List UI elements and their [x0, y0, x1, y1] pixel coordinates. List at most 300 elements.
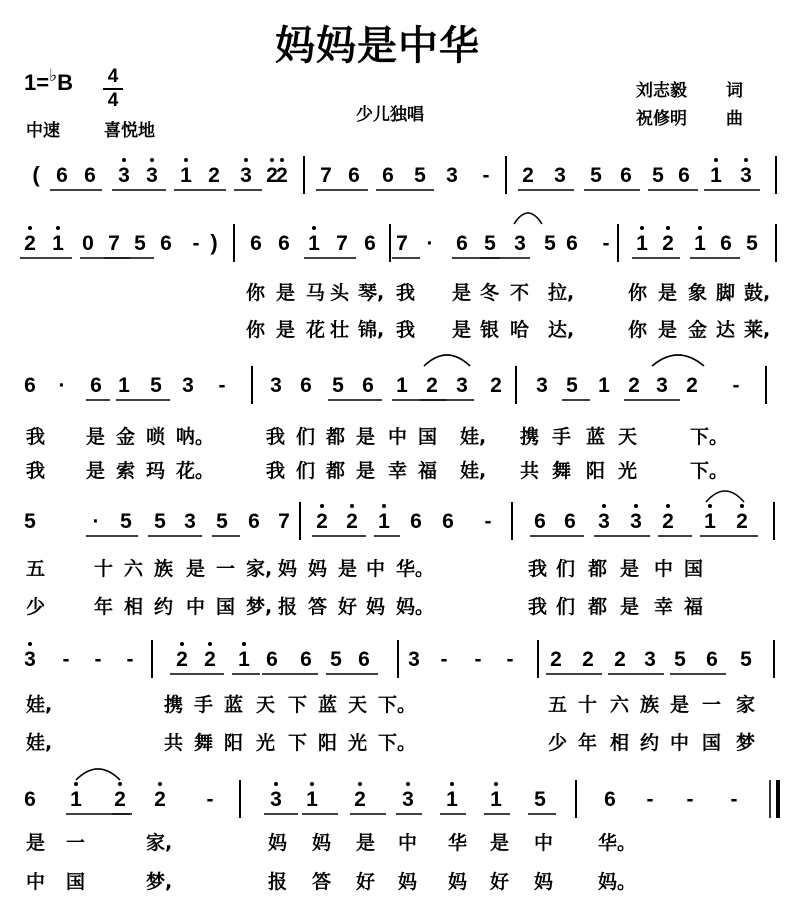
lyric-char: 十	[578, 694, 598, 716]
lyric-char: 幸	[654, 596, 674, 618]
lyric-char: 妈。	[598, 871, 637, 893]
lyric-char: 好	[338, 596, 358, 618]
octave-dot-high	[180, 642, 184, 646]
lyric-char: 是	[276, 319, 296, 341]
lyric-char: 是	[658, 282, 678, 304]
lyric-char: 呐。	[176, 426, 215, 448]
lyric-char: 们	[296, 426, 316, 448]
lyric-char: 壮	[330, 319, 350, 341]
note: 2	[176, 648, 188, 671]
lyric-char: 妈	[366, 596, 386, 618]
note: 2	[154, 788, 166, 811]
lyric-char: 中	[388, 426, 408, 448]
lyric-char: 妈	[268, 832, 288, 854]
octave-dot-high	[312, 226, 316, 230]
note: 2	[736, 510, 748, 533]
octave-dot-high	[406, 782, 410, 786]
note: 3	[630, 510, 642, 533]
note: 2	[628, 374, 640, 397]
octave-dot-high	[280, 158, 284, 162]
note: 6	[620, 164, 632, 187]
octave-dot-high	[714, 158, 718, 162]
lyric-char: 是	[356, 832, 376, 854]
lyric-char: 你	[246, 319, 266, 341]
lyric-char: 天	[348, 694, 368, 716]
lyric-char: 中	[534, 832, 554, 854]
lyric-char: 手	[552, 426, 572, 448]
note: 6	[300, 374, 312, 397]
note: 1	[490, 788, 502, 811]
note: 1	[180, 164, 192, 187]
lyric-char: 金	[116, 426, 136, 448]
lyric-char: 天	[618, 426, 638, 448]
note: 1	[308, 232, 320, 255]
lyric-char: 阳	[586, 460, 606, 482]
lyric-char: 妈	[448, 871, 468, 893]
note: 1	[306, 788, 318, 811]
lyric-char: 共	[164, 732, 184, 754]
note: 1	[70, 788, 82, 811]
lyric-char: 是	[276, 282, 296, 304]
lyric-char: 都	[326, 426, 346, 448]
note: 2	[266, 164, 278, 187]
note: -	[62, 648, 70, 671]
tempo: 中速	[26, 121, 60, 141]
note: 6	[564, 510, 576, 533]
lyric-char: 家,	[246, 558, 273, 580]
lyric-char: 舞	[552, 460, 572, 482]
lyric-char: 阳	[224, 732, 244, 754]
octave-dot-high	[150, 158, 154, 162]
lyric-char: 是	[452, 319, 472, 341]
bracket: )	[210, 230, 218, 255]
octave-dot-high	[666, 226, 670, 230]
lyric-char: 下。	[690, 426, 729, 448]
note: 6	[24, 374, 36, 397]
lyric-char: 报	[268, 871, 288, 893]
octave-dot-high	[320, 504, 324, 508]
note: 6	[720, 232, 732, 255]
octave-dot-high	[698, 226, 702, 230]
lyric-char: 国	[216, 596, 236, 618]
note: 5	[330, 648, 342, 671]
lyric-char: 梦,	[146, 871, 173, 893]
song-title: 妈妈是中华	[275, 23, 480, 69]
lyric-char: 是	[86, 460, 106, 482]
lyric-char: 天	[256, 694, 276, 716]
lyric-char: 拉,	[548, 282, 575, 304]
lyric-char: 华。	[396, 558, 435, 580]
lyric-char: 六	[610, 694, 630, 716]
note: 2	[686, 374, 698, 397]
lyric-char: 娃,	[26, 694, 53, 716]
note: 5	[674, 648, 686, 671]
lyric-char: 华。	[598, 832, 637, 854]
lyric-char: 十	[94, 558, 114, 580]
lyric-char: 我	[396, 282, 416, 304]
note: 3	[402, 788, 414, 811]
lyric-char: 脚	[716, 282, 736, 304]
lyric-char: 族	[154, 558, 174, 580]
lyric-char: 光	[256, 732, 276, 754]
note: 3	[598, 510, 610, 533]
note: 2	[354, 788, 366, 811]
lyric-char: 阳	[318, 732, 338, 754]
note: 5	[24, 510, 36, 533]
lyric-char: 少	[548, 732, 568, 754]
lyric-char: 不	[510, 282, 530, 304]
time-signature-bottom: 4	[107, 90, 119, 111]
note: 2	[114, 788, 126, 811]
octave-dot-high	[640, 226, 644, 230]
lyric-char: 我	[266, 460, 286, 482]
note: 6	[566, 232, 578, 255]
note: -	[192, 232, 200, 255]
lyric-char: 答	[308, 596, 328, 618]
note: 6	[160, 232, 172, 255]
note: 5	[414, 164, 426, 187]
note: 1	[238, 648, 250, 671]
octave-dot-high	[358, 782, 362, 786]
note: 5	[216, 510, 228, 533]
lyric-char: 花。	[176, 460, 215, 482]
lyric-char: 国	[702, 732, 722, 754]
lyric-char: 是	[26, 832, 46, 854]
lyric-char: 年	[578, 732, 598, 754]
note: 6	[278, 232, 290, 255]
slur	[424, 355, 470, 366]
slur	[706, 491, 744, 502]
lyric-char: 妈	[278, 558, 298, 580]
note: 6	[362, 374, 374, 397]
lyric-char: 约	[640, 732, 660, 754]
lyric-char: 妈	[398, 871, 418, 893]
lyric-char: 一	[702, 694, 722, 716]
lyric-char: 头	[330, 282, 350, 304]
lyric-char: 中	[366, 558, 386, 580]
note: 5	[534, 788, 546, 811]
lyric-char: 是	[490, 832, 510, 854]
lyric-char: 我	[528, 596, 548, 618]
lyric-char: 锦,	[358, 319, 385, 341]
lyric-char: 是	[356, 460, 376, 482]
octave-dot-high	[634, 504, 638, 508]
note: 5	[652, 164, 664, 187]
lyricist-role: 词	[726, 81, 743, 101]
note: 6	[456, 232, 468, 255]
lyric-char: 下	[288, 732, 308, 754]
lyric-char: 莱,	[744, 319, 771, 341]
lyric-char: 是	[620, 558, 640, 580]
time-signature-top: 4	[107, 66, 119, 87]
note: 2	[276, 164, 288, 187]
lyric-char: 琴,	[358, 282, 385, 304]
lyric-char: 达	[716, 319, 736, 341]
note: 5	[590, 164, 602, 187]
note: 3	[118, 164, 130, 187]
note: 7	[108, 232, 120, 255]
note: 3	[408, 648, 420, 671]
note: 3	[446, 164, 458, 187]
note: 6	[358, 648, 370, 671]
lyric-char: 妈	[312, 832, 332, 854]
lyric-char: 下。	[378, 732, 417, 754]
octave-dot-high	[270, 158, 274, 162]
note: 1	[710, 164, 722, 187]
note: ·	[58, 374, 66, 397]
note: 3	[514, 232, 526, 255]
note: 2	[24, 232, 36, 255]
lyric-char: 娃,	[460, 460, 487, 482]
note: 3	[536, 374, 548, 397]
note: 1	[446, 788, 458, 811]
lyric-char: 我	[396, 319, 416, 341]
performance: 少儿独唱	[356, 105, 424, 125]
lyric-char: 达,	[548, 319, 575, 341]
note: 7	[336, 232, 348, 255]
lyric-char: 五	[548, 694, 568, 716]
octave-dot-high	[28, 642, 32, 646]
lyric-char: 好	[356, 871, 376, 893]
octave-dot-high	[602, 504, 606, 508]
note: 7	[278, 510, 290, 533]
note: 5	[332, 374, 344, 397]
slur	[76, 769, 120, 780]
lyric-char: 族	[640, 694, 660, 716]
note: 6	[84, 164, 96, 187]
lyric-char: 中	[186, 596, 206, 618]
octave-dot-high	[74, 782, 78, 786]
note: -	[474, 648, 482, 671]
lyric-char: 华	[448, 832, 468, 854]
lyric-char: 马	[306, 282, 326, 304]
note: 6	[382, 164, 394, 187]
lyric-char: 共	[520, 460, 540, 482]
octave-dot-high	[158, 782, 162, 786]
note: -	[484, 510, 492, 533]
octave-dot-high	[118, 782, 122, 786]
note: 1	[52, 232, 64, 255]
octave-dot-high	[208, 642, 212, 646]
lyric-char: 光	[618, 460, 638, 482]
lyric-char: 是	[620, 596, 640, 618]
note: 1	[636, 232, 648, 255]
note: 2	[204, 648, 216, 671]
note: 6	[410, 510, 422, 533]
expression: 喜悦地	[104, 121, 155, 141]
lyric-char: 都	[588, 558, 608, 580]
note: 1	[118, 374, 130, 397]
slur	[514, 213, 542, 224]
lyric-char: 下。	[690, 460, 729, 482]
note: 2	[662, 232, 674, 255]
note: 3	[270, 788, 282, 811]
note: 2	[550, 648, 562, 671]
note: 1	[704, 510, 716, 533]
lyric-char: 蓝	[586, 426, 606, 448]
bracket: (	[32, 162, 40, 187]
note: 3	[240, 164, 252, 187]
lyric-char: 我	[266, 426, 286, 448]
lyric-char: 年	[94, 596, 114, 618]
lyric-char: 娃,	[26, 732, 53, 754]
lyric-char: 六	[124, 558, 144, 580]
lyric-char: 五	[26, 558, 46, 580]
lyric-char: 少	[26, 596, 46, 618]
note: 1	[396, 374, 408, 397]
note: -	[126, 648, 134, 671]
lyric-char: 是	[356, 426, 376, 448]
note: 2	[490, 374, 502, 397]
note: 3	[24, 648, 36, 671]
lyric-char: 幸	[388, 460, 408, 482]
lyric-char: 妈	[534, 871, 554, 893]
lyric-char: 国	[66, 871, 86, 893]
note: 6	[250, 232, 262, 255]
note: -	[440, 648, 448, 671]
note: 3	[740, 164, 752, 187]
octave-dot-high	[494, 782, 498, 786]
lyric-char: 手	[194, 694, 214, 716]
lyric-char: 妈。	[396, 596, 435, 618]
note: -	[602, 232, 610, 255]
note: 6	[534, 510, 546, 533]
note: 6	[248, 510, 260, 533]
note: -	[218, 374, 226, 397]
lyric-char: 光	[348, 732, 368, 754]
note: 3	[270, 374, 282, 397]
note: 6	[24, 788, 36, 811]
lyric-char: 报	[278, 596, 298, 618]
note: 6	[364, 232, 376, 255]
note: 5	[134, 232, 146, 255]
octave-dot-high	[310, 782, 314, 786]
lyricist: 刘志毅	[636, 81, 687, 101]
lyric-char: 你	[246, 282, 266, 304]
note: 6	[90, 374, 102, 397]
lyric-char: 下	[288, 694, 308, 716]
lyric-char: 你	[628, 282, 648, 304]
note: 3	[146, 164, 158, 187]
lyric-char: 银	[480, 319, 500, 341]
note: 3	[184, 510, 196, 533]
lyric-char: 妈	[308, 558, 328, 580]
lyric-char: 我	[528, 558, 548, 580]
note: 2	[614, 648, 626, 671]
lyric-char: 是	[186, 558, 206, 580]
composer: 祝修明	[636, 109, 687, 129]
note: 1	[598, 374, 610, 397]
note: -	[94, 648, 102, 671]
lyric-char: 一	[216, 558, 236, 580]
lyric-char: 都	[326, 460, 346, 482]
note: -	[732, 374, 740, 397]
lyric-char: 下。	[378, 694, 417, 716]
note: 5	[740, 648, 752, 671]
lyric-char: 是	[658, 319, 678, 341]
lyric-char: 娃,	[460, 426, 487, 448]
lyric-char: 们	[296, 460, 316, 482]
lyric-char: 象	[688, 282, 708, 304]
lyric-char: 蓝	[318, 694, 338, 716]
octave-dot-high	[666, 504, 670, 508]
octave-dot-high	[56, 226, 60, 230]
lyric-char: 相	[124, 596, 144, 618]
octave-dot-high	[184, 158, 188, 162]
note: 5	[544, 232, 556, 255]
lyric-char: 携	[164, 694, 184, 716]
note: 5	[150, 374, 162, 397]
composer-role: 曲	[726, 109, 743, 129]
octave-dot-high	[708, 504, 712, 508]
octave-dot-high	[122, 158, 126, 162]
lyric-char: 中	[670, 732, 690, 754]
lyric-char: 是	[670, 694, 690, 716]
note: 3	[644, 648, 656, 671]
lyric-char: 家	[736, 694, 756, 716]
note: 5	[746, 232, 758, 255]
lyric-char: 是	[338, 558, 358, 580]
note: 6	[348, 164, 360, 187]
lyric-char: 福	[684, 596, 704, 618]
note: 3	[182, 374, 194, 397]
octave-dot-high	[28, 226, 32, 230]
octave-dot-high	[242, 642, 246, 646]
lyric-char: 我	[26, 426, 46, 448]
lyric-char: 花	[306, 319, 326, 341]
note: -	[482, 164, 490, 187]
note: 2	[346, 510, 358, 533]
note: 6	[300, 648, 312, 671]
lyric-char: 答	[312, 871, 332, 893]
lyric-char: 好	[490, 871, 510, 893]
lyric-char: 舞	[194, 732, 214, 754]
lyric-char: 们	[556, 558, 576, 580]
note: -	[730, 788, 738, 811]
note: 5	[120, 510, 132, 533]
lyric-char: 冬	[480, 282, 500, 304]
note: 3	[656, 374, 668, 397]
note: 2	[208, 164, 220, 187]
key-note: B	[57, 70, 74, 95]
note: 3	[456, 374, 468, 397]
lyric-char: 携	[520, 426, 540, 448]
lyric-char: 索	[116, 460, 136, 482]
octave-dot-high	[274, 782, 278, 786]
note: 2	[316, 510, 328, 533]
note: 6	[442, 510, 454, 533]
octave-dot-high	[244, 158, 248, 162]
note: 5	[484, 232, 496, 255]
note: 5	[566, 374, 578, 397]
note: 2	[662, 510, 674, 533]
note: ·	[92, 510, 100, 533]
note: 5	[154, 510, 166, 533]
lyric-char: 蓝	[224, 694, 244, 716]
lyric-char: 中	[654, 558, 674, 580]
octave-dot-high	[740, 504, 744, 508]
octave-dot-high	[382, 504, 386, 508]
lyric-char: 梦	[736, 732, 756, 754]
note: 7	[396, 232, 408, 255]
lyric-char: 玛	[146, 460, 166, 482]
lyric-char: 我	[26, 460, 46, 482]
key-prefix: 1=	[24, 70, 50, 95]
slur	[652, 355, 704, 366]
lyric-char: 梦,	[246, 596, 273, 618]
lyric-char: 中	[398, 832, 418, 854]
lyric-char: 约	[154, 596, 174, 618]
